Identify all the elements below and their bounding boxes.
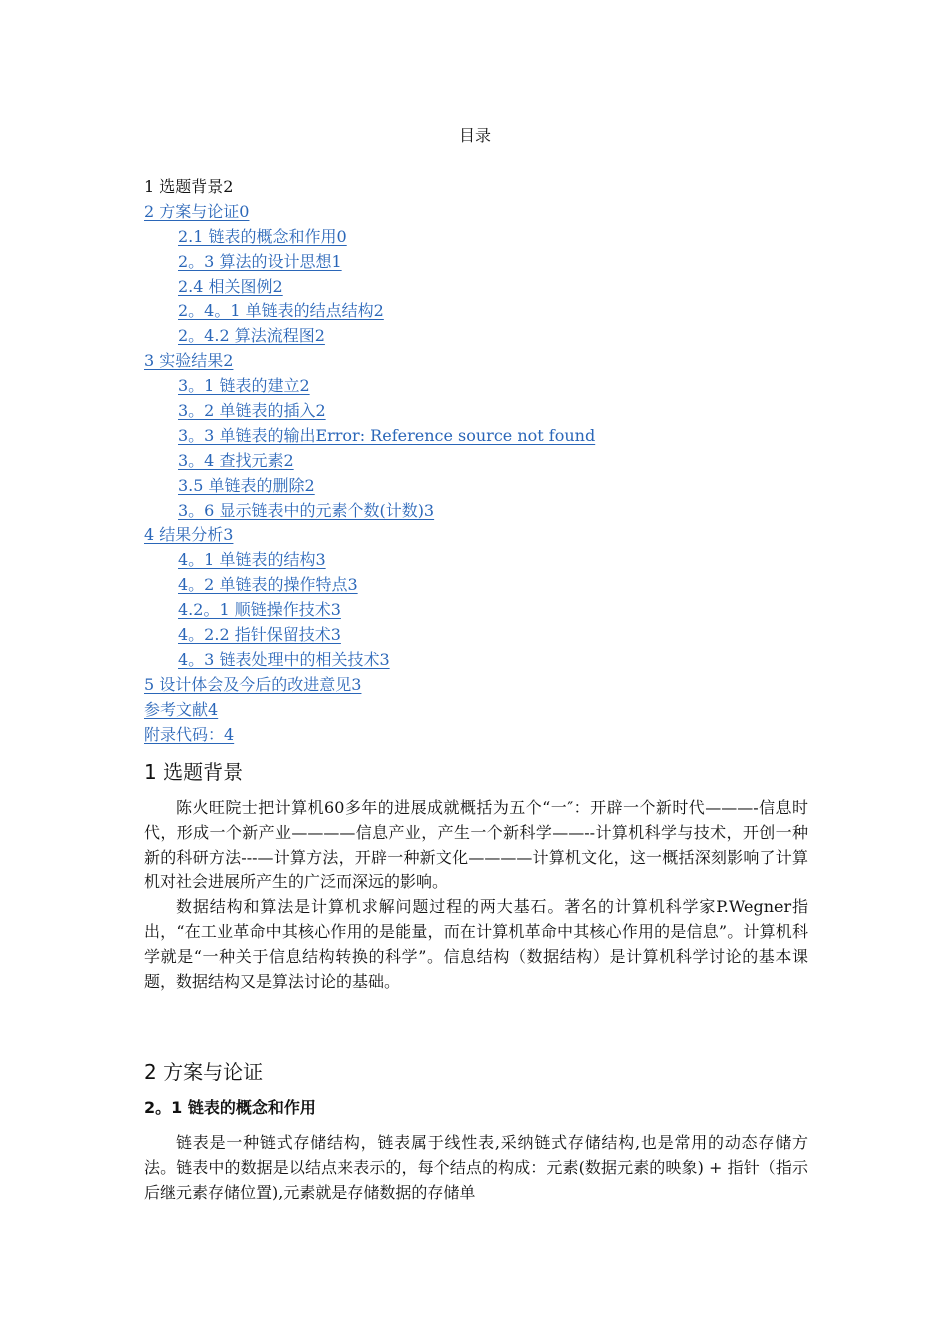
toc-entry[interactable] <box>144 200 844 225</box>
section-1-heading: 1 选题背景 <box>144 760 244 784</box>
toc-entry <box>144 175 844 200</box>
toc-link[interactable]: 2.1 链表的概念和作用0 <box>178 226 347 246</box>
toc-entry[interactable] <box>144 474 844 499</box>
toc-link[interactable]: 3。1 链表的建立2 <box>178 376 310 396</box>
section-2-1-heading: 2。1 链表的概念和作用 <box>144 1098 316 1117</box>
toc-entry[interactable] <box>144 399 844 424</box>
toc-entry[interactable] <box>144 225 844 250</box>
toc-link[interactable]: 2 方案与论证0 <box>144 201 250 221</box>
toc-link[interactable]: 4.2。1 顺链操作技术3 <box>178 600 341 620</box>
section-1-paragraph-2: 数据结构和算法是计算机求解问题过程的两大基石。著名的计算机科学家P.Wegner指出，“在工业革命中其核心作用的是能量，而在计算机革命中其核心作用的是信息”。计算机科学就是“一种关于信息结构转换的科学”。信息结构（数据结构）是计算机科学讨论的基本课题，数据结构又是算法讨论的基础。 <box>144 897 808 991</box>
toc-entry[interactable] <box>144 673 844 698</box>
section-1-paragraph-1: 陈火旺院士把计算机60多年的进展成就概括为五个“一″：开辟一个新时代———-信息时代，形成一个新产业————信息产业，产生一个新科学——--计算机科学与技术，开创一种新的科研方法---—计算方法，开辟一种新文化————计算机文化，这一概括深刻影响了计算机对社会进展所产生的广泛而深远的影响。 <box>144 798 808 892</box>
section-2-paragraph-1: 链表是一种链式存储结构，链表属于线性表,采纳链式存储结构,也是常用的动态存储方法。链表中的数据是以结点来表示的，每个结点的构成：元素(数据元素的映象) + 指针（指示后继元素存储位置),元素就是存储数据的存储单 <box>144 1133 808 1202</box>
toc-link[interactable]: 2.4 相关图例2 <box>178 276 283 296</box>
toc-entry[interactable] <box>144 424 844 449</box>
toc-link[interactable]: 3。4 查找元素2 <box>178 450 294 470</box>
toc-link[interactable]: 附录代码：4 <box>144 724 235 744</box>
toc-entry[interactable] <box>144 648 844 673</box>
toc-entry[interactable] <box>144 598 844 623</box>
toc-entry[interactable] <box>144 275 844 300</box>
toc-link[interactable]: 4。1 单链表的结构3 <box>178 550 326 570</box>
toc-entry[interactable] <box>144 623 844 648</box>
toc-entry[interactable] <box>144 698 844 723</box>
section-1-body <box>144 796 808 994</box>
toc-entry[interactable] <box>144 573 844 598</box>
toc-link[interactable]: 3 实验结果2 <box>144 351 234 371</box>
toc-link[interactable]: 3.5 单链表的删除2 <box>178 475 315 495</box>
toc-entry[interactable] <box>144 499 844 524</box>
toc-entry[interactable] <box>144 250 844 275</box>
toc-entry[interactable] <box>144 723 844 748</box>
toc-link[interactable]: 3。6 显示链表中的元素个数(计数)3 <box>178 500 435 520</box>
toc-entry[interactable] <box>144 523 844 548</box>
toc-link[interactable]: 参考文献4 <box>144 699 219 719</box>
toc-entry[interactable] <box>144 324 844 349</box>
toc-entry[interactable] <box>144 548 844 573</box>
toc-entry[interactable] <box>144 349 844 374</box>
table-of-contents <box>144 175 844 747</box>
toc-link[interactable]: 3。2 单链表的插入2 <box>178 401 326 421</box>
toc-entry[interactable] <box>144 374 844 399</box>
toc-link[interactable]: 2。4.2 算法流程图2 <box>178 326 325 346</box>
section-2-heading: 2 方案与论证 <box>144 1060 264 1084</box>
toc-link[interactable]: 4。3 链表处理中的相关技术3 <box>178 649 390 669</box>
toc-link[interactable]: 3。3 单链表的输出Error: Reference source not found <box>178 425 596 445</box>
toc-title: 目录 <box>458 126 491 145</box>
section-2-body <box>144 1131 808 1205</box>
toc-link[interactable]: 2。4。1 单链表的结点结构2 <box>178 301 384 321</box>
toc-link[interactable]: 2。3 算法的设计思想1 <box>178 251 342 271</box>
toc-link[interactable]: 5 设计体会及今后的改进意见3 <box>144 674 362 694</box>
toc-link[interactable]: 4 结果分析3 <box>144 525 234 545</box>
toc-entry[interactable] <box>144 449 844 474</box>
toc-link[interactable]: 4。2 单链表的操作特点3 <box>178 575 358 595</box>
toc-link[interactable]: 4。2.2 指针保留技术3 <box>178 625 341 645</box>
toc-entry[interactable] <box>144 299 844 324</box>
toc-label: 1 选题背景2 <box>144 177 234 196</box>
